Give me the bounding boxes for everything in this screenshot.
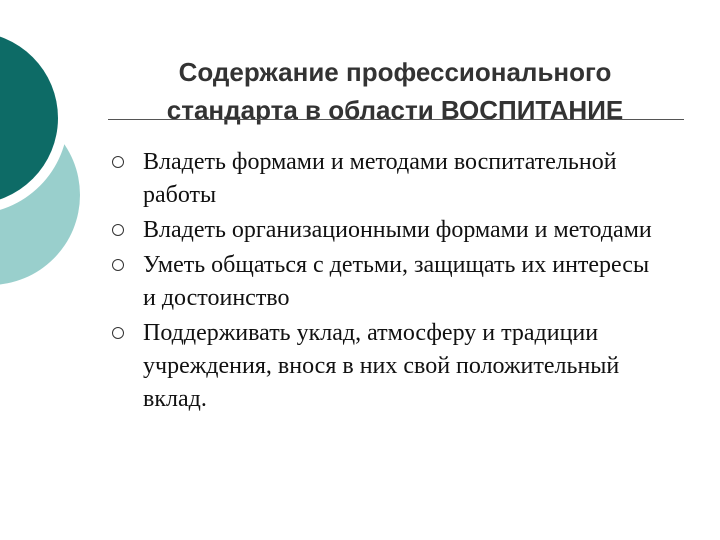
title-divider (108, 119, 684, 120)
slide-title-line-1: Содержание профессионального (178, 57, 612, 88)
slide-title (110, 53, 680, 129)
bullet-text-4: Поддерживать уклад, атмосферу и традиции учреждения, внося в них свой положительный вклад. (143, 320, 620, 412)
bullet-item-3 (106, 249, 666, 315)
bullet-list (106, 146, 666, 418)
bullet-item-1 (106, 146, 666, 212)
hollow-circle-icon (112, 156, 124, 168)
hollow-circle-icon (112, 259, 124, 271)
bullet-item-4 (106, 317, 666, 416)
hollow-circle-icon (112, 327, 124, 339)
slide-title-line-2: стандарта в области ВОСПИТАНИЕ (166, 95, 624, 126)
bullet-text-2: Владеть организационными формами и методами (143, 217, 652, 243)
decorative-circles (0, 0, 120, 300)
bullet-item-2 (106, 214, 666, 247)
bullet-text-1: Владеть формами и методами воспитательной работы (143, 149, 617, 208)
bullet-text-3: Уметь общаться с детьми, защищать их интересы и достоинство (143, 252, 650, 311)
hollow-circle-icon (112, 224, 124, 236)
